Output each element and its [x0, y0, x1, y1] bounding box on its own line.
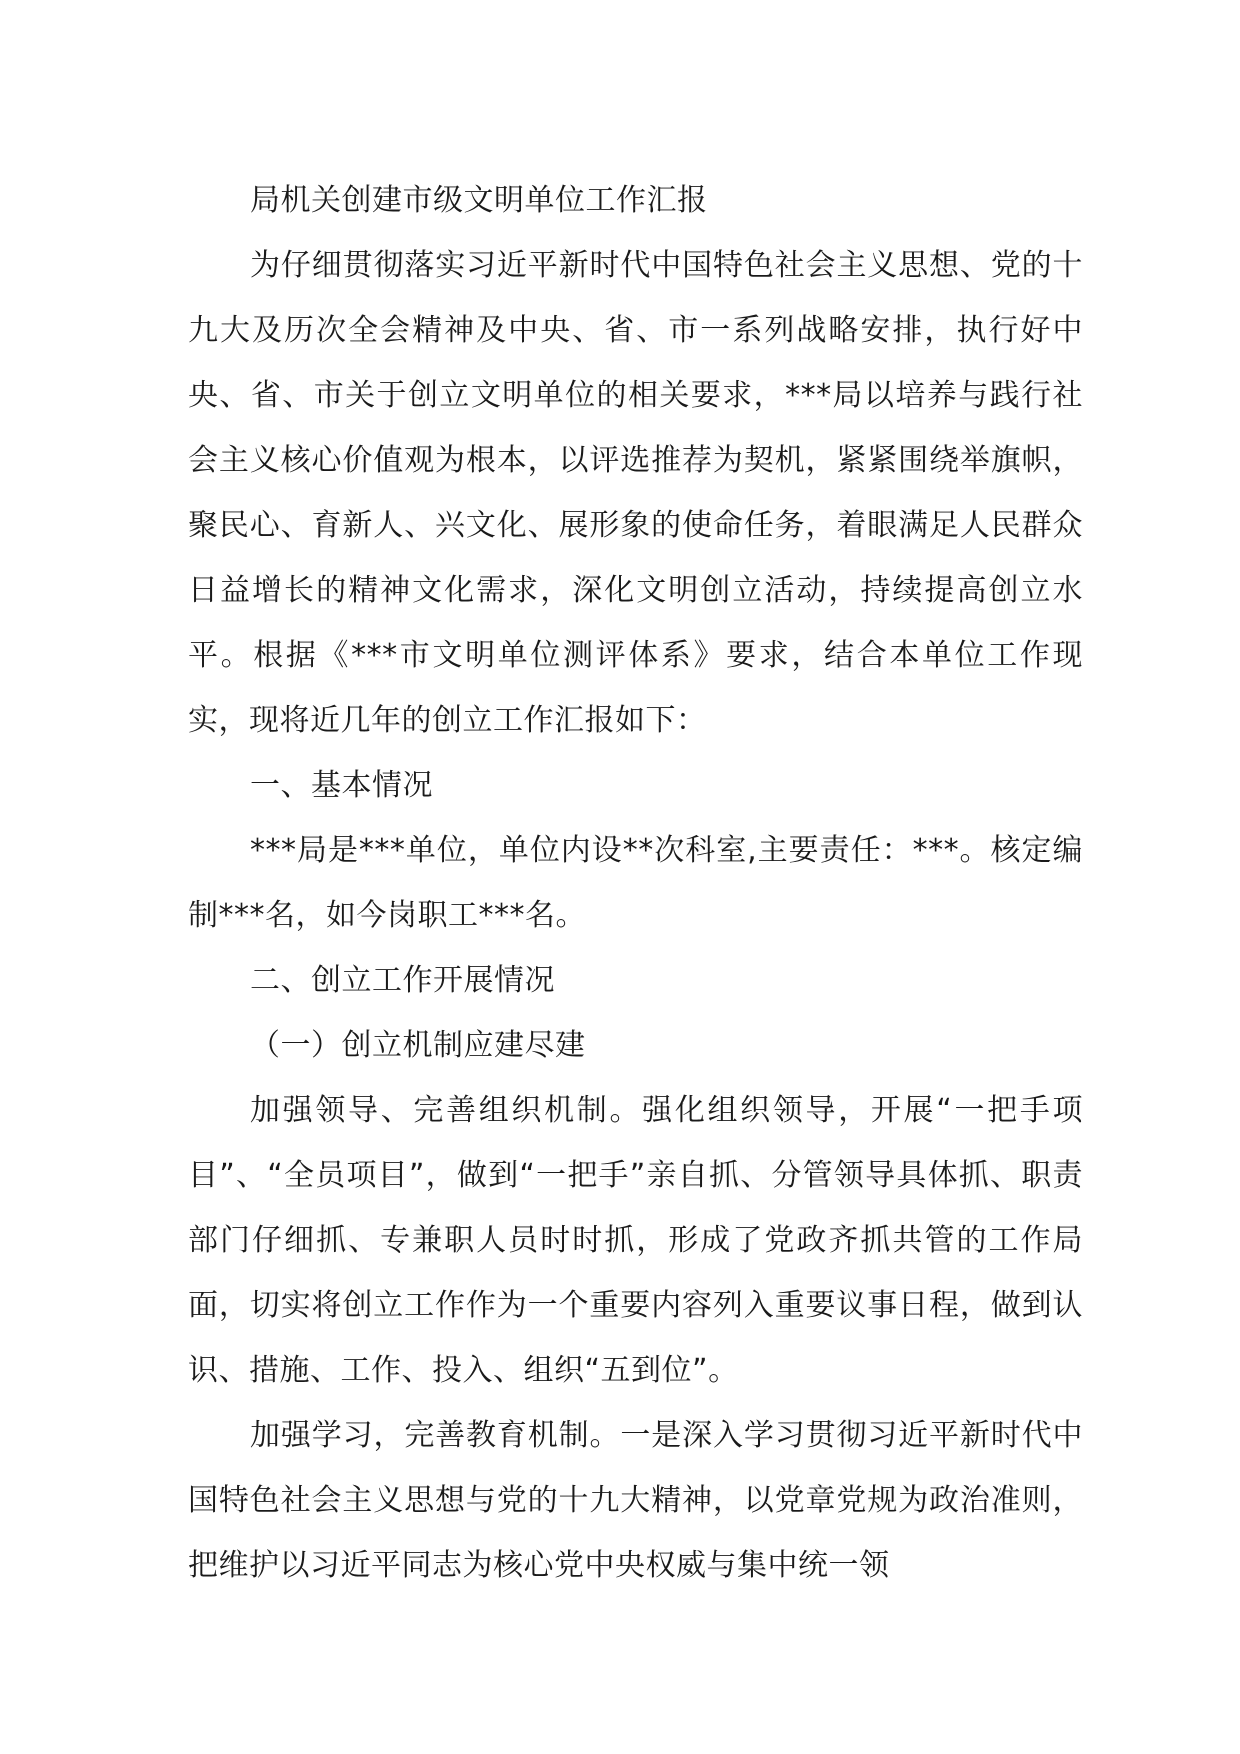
document-title: 局机关创建市级文明单位工作汇报: [250, 183, 708, 218]
subsection-heading-mechanism: （一）创立机制应建尽建: [250, 1028, 586, 1063]
section-heading-basic-info: 一、基本情况: [250, 768, 433, 803]
paragraph-intro: 为仔细贯彻落实习近平新时代中国特色社会主义思想、党的十九大及历次全会精神及中央、省、市一系列战略安排，执行好中央、省、市关于创立文明单位的相关要求，***局以培养与践行社会主义核心价值观为根本，以评选推荐为契机，紧紧围绕举旗帜，聚民心、育新人、兴文化、展形象的使命任务，着眼满足人民群众日益增长的精神文化需求，深化文明创立活动，持续提高创立水平。根据《***市文明单位测评体系》要求，结合本单位工作现实，现将近几年的创立工作汇报如下：: [188, 248, 1083, 738]
paragraph-learning: 加强学习，完善教育机制。一是深入学习贯彻习近平新时代中国特色社会主义思想与党的十九大精神，以党章党规为政治准则，把维护以习近平同志为核心党中央权威与集中统一领: [188, 1418, 1083, 1583]
section-heading-work-progress: 二、创立工作开展情况: [250, 963, 555, 998]
paragraph-basic-info: ***局是***单位，单位内设**次科室,主要责任：***。核定编制***名，如今岗职工***名。: [188, 833, 1083, 933]
paragraph-leadership: 加强领导、完善组织机制。强化组织领导，开展“一把手项目”、“全员项目”，做到“一把手”亲自抓、分管领导具体抓、职责部门仔细抓、专兼职人员时时抓，形成了党政齐抓共管的工作局面，切实将创立工作作为一个重要内容列入重要议事日程，做到认识、措施、工作、投入、组织“五到位”。: [188, 1093, 1083, 1388]
document-body: [188, 168, 1083, 1598]
